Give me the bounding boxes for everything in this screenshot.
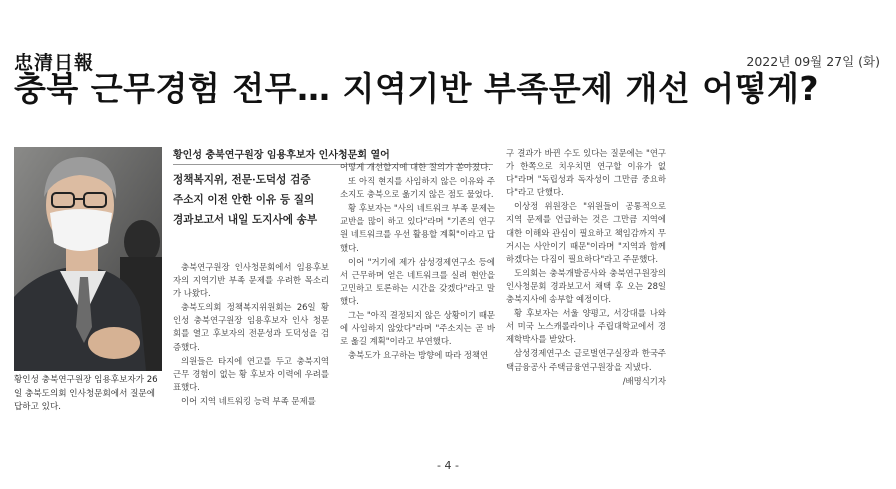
paragraph: 충북도가 요구하는 방향에 따라 정책연 <box>348 350 489 361</box>
paragraph: 이상정 위원장은 "위원들이 공통적으로 지역 문제를 언급하는 것은 그만큼 지역에 대한 이해와 관심이 필요하고 책임감까지 무거시는 사안이기 때문"이라며 "지역과 함께하겠다는 다짐이 필요하다"라고 주문했다. <box>506 201 666 264</box>
paragraph: 이어 "거기에 제가 삼성경제연구소 등에서 근무하며 얻은 네트워크를 실려 현안을 고민하고 토론하는 시간을 갖겠다"라고 말했다. <box>340 256 495 306</box>
paragraph: 삼성경제연구소 글로벌연구실장과 한국주택금융공사 주택금융연구원장을 지냈다. <box>506 348 666 372</box>
paragraph: 구 결과가 바뀐 수도 있다는 질문에는 "연구가 한쪽으로 치우치면 연구할 이유가 없다"라며 "독립성과 독자성이 그만큼 중요하다"라고 단했다. <box>506 148 666 198</box>
newspaper-masthead: 忠清日報 <box>14 52 95 74</box>
paragraph: 또 아직 현지를 사임하지 않은 이유와 주소지도 충북으로 옮기지 않은 점도 물었다. <box>340 176 495 200</box>
paragraph: 충북연구원장 인사청문회에서 임용후보자의 지역기반 부족 문제를 우려한 목소리가 나왔다. <box>173 262 329 299</box>
paragraph: 의원들은 타지에 연고를 두고 충북지역 근무 경험이 없는 황 후보자 이력에 우려를 표했다. <box>173 355 329 392</box>
lede-line: 경과보고서 내일 도지사에 송부 <box>173 214 318 226</box>
page-number: - 4 - <box>437 459 459 472</box>
publication-date: 2022년 09월 27일 (화) <box>746 54 880 69</box>
reporter-byline: /배명식기자 <box>622 375 666 386</box>
paragraph: 황 후보자는 "사의 네트워크 부족 문제는 교반을 많이 하고 있다"라며 "기존의 연구원 네트워크를 우선 활용할 계획"이라고 답했다. <box>340 203 495 253</box>
article-photo <box>14 147 162 371</box>
paragraph: 이어 지역 네트워킹 능력 부족 문제를 <box>181 395 316 406</box>
paragraph: 황 후보자는 서울 양평고, 서강대를 나와서 미국 노스캐롤라이나 주립대학교에서 경제학박사를 받았다. <box>506 308 666 345</box>
photo-caption: 황인성 충북연구원장 임용후보자가 26일 충북도의회 인사청문회에서 질문에 답하고 있다. <box>14 375 158 412</box>
lede-line: 정책복지위, 전문·도덕성 검증 <box>173 174 311 186</box>
article-column-1 <box>173 261 329 409</box>
paragraph: 그는 "아직 결정되지 않은 상황이기 때문에 사임하지 않았다"라며 "주소지는 곧 바로 옮길 계획"이라고 부연했다. <box>340 310 495 347</box>
lede-line: 주소지 이전 안한 이유 등 질의 <box>173 194 315 206</box>
headline: 충북 근무경험 전무… 지역기반 부족문제 개선 어떻게? <box>14 69 820 108</box>
portrait-image <box>14 147 162 371</box>
article-column-3 <box>506 147 666 388</box>
article-column-2 <box>340 161 495 363</box>
article-subhead: 황인성 충북연구원장 임용후보자 인사청문회 열어 <box>173 146 493 165</box>
paragraph: 어떻게 개선할지에 대한 질의가 쏟아졌다. <box>340 162 491 172</box>
paragraph: 충북도의회 정책복지위원회는 26일 황인성 충북연구원장 임용후보자 인사 청문회를 열고 후보자의 전문성과 도덕성을 검증했다. <box>173 302 329 352</box>
lede-summary <box>173 170 333 230</box>
paragraph: 도의회는 충북개발공사와 충북연구원장의 인사청문회 경과보고서 채택 후 오는 28일 충북지사에 송부할 예정이다. <box>506 267 666 305</box>
